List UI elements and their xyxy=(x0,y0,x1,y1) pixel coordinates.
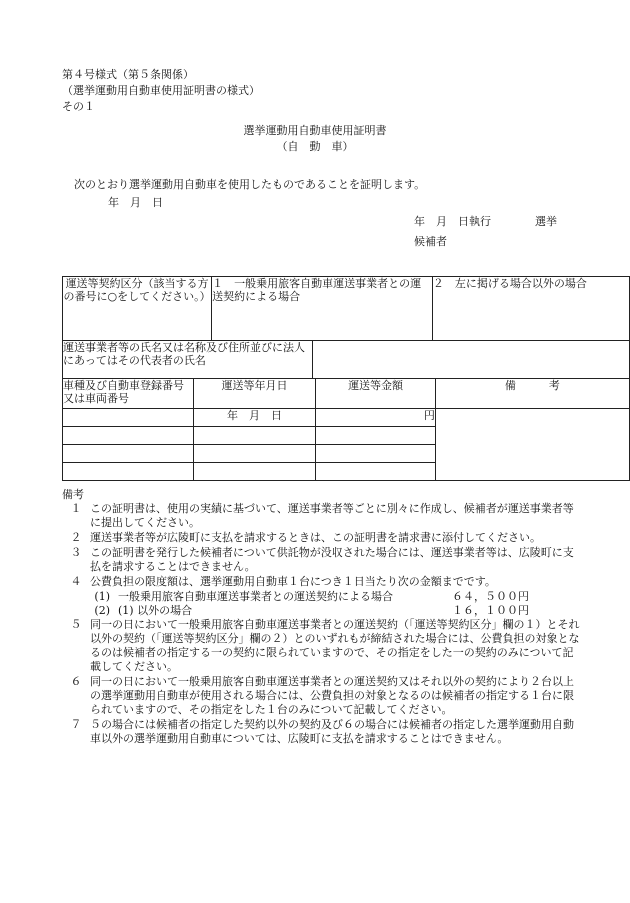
form-number: 第４号様式（第５条関係） xyxy=(62,68,194,81)
document-title: 選挙運動用自動車使用証明書 xyxy=(243,124,387,137)
note-item xyxy=(62,546,580,574)
note-text: ５の場合には候補者の指定した契約以外の契約及び６の場合には候補者の指定した選挙運動用自動車以外の選挙運動用自動車については、広陵町に支払を請求することはできません。 xyxy=(90,718,574,745)
certification-statement: 次のとおり選挙運動用自動車を使用したものであることを証明します。 xyxy=(74,178,426,191)
note-number: １ xyxy=(70,502,82,515)
remarks-cell[interactable] xyxy=(435,409,629,481)
sub-item-number: (1) xyxy=(94,590,110,603)
document-subtitle: （自 動 車） xyxy=(276,140,354,153)
vehicle-cell[interactable] xyxy=(63,427,194,445)
vehicle-cell[interactable] xyxy=(63,445,194,463)
note-text: この証明書は、使用の実績に基づいて、運送事業者等ごとに別々に作成し、候補者が運送事業者等に提出してください。 xyxy=(90,502,574,529)
vehicle-cell[interactable] xyxy=(63,463,194,481)
candidate-label: 候補者 xyxy=(414,235,447,248)
note-number: ４ xyxy=(70,575,82,588)
note-text: 同一の日において一般乗用旅客自動車運送事業者との運送契約又はそれ以外の契約により２台以上の選挙運動用自動車が使用される場合には、公費負担の対象となるのは候補者の指定する１台に限られていますので、その指定をした１台のみについて記載してください。 xyxy=(90,675,574,716)
date-cell[interactable] xyxy=(193,427,316,445)
notes-section xyxy=(62,488,580,747)
vehicle-cell[interactable] xyxy=(63,409,194,427)
note-number: ７ xyxy=(70,718,82,731)
note-text: 公費負担の限度額は、選挙運動用自動車１台につき１日当たり次の金額までです。 xyxy=(90,575,496,588)
sub-item-amount: ６４，５００円 xyxy=(452,590,529,603)
date-unit-cell[interactable]: 年 月 日 xyxy=(193,409,316,427)
note-item xyxy=(62,502,580,530)
note-item xyxy=(62,531,580,545)
contract-option-2[interactable]: ２ 左に掲げる場合以外の場合 xyxy=(432,277,629,341)
note-sub-item xyxy=(62,604,580,618)
note-item xyxy=(62,675,580,717)
note-text: 運送事業者等が広陵町に支払を請求するときは、この証明書を請求書に添付してください。 xyxy=(90,531,541,544)
col-vehicle-header: 車種及び自動車登録番号又は車両番号 xyxy=(63,379,194,409)
notes-title: 備考 xyxy=(62,488,84,501)
amount-cell[interactable] xyxy=(316,445,435,463)
issue-date: 年 月 日 xyxy=(108,196,163,209)
note-item xyxy=(62,618,580,674)
note-number: ３ xyxy=(70,546,82,559)
amount-unit-cell[interactable]: 円 xyxy=(316,409,435,427)
operator-value[interactable] xyxy=(313,341,630,379)
amount-cell[interactable] xyxy=(316,463,435,481)
sub-item-number: (2) xyxy=(94,604,110,617)
election-line: 年 月 日執行 選挙 xyxy=(414,215,557,228)
form-note: （選挙運動用自動車使用証明書の様式） xyxy=(62,84,260,97)
col-remarks-header: 備 考 xyxy=(435,379,629,409)
note-number: ２ xyxy=(70,531,82,544)
date-cell[interactable] xyxy=(193,463,316,481)
amount-cell[interactable] xyxy=(316,427,435,445)
note-number: ６ xyxy=(70,675,82,688)
sub-item-text: (1) 以外の場合 xyxy=(118,604,193,617)
note-text: この証明書を発行した候補者について供託物が没収された場合には、運送事業者等は、広陵町に支払を請求することはできません。 xyxy=(90,546,574,573)
contract-option-1[interactable]: １ 一般乗用旅客自動車運送事業者との運送契約による場合 xyxy=(212,277,433,341)
sub-item-amount: １６，１００円 xyxy=(452,604,529,617)
note-sub-item xyxy=(62,590,580,604)
note-item xyxy=(62,575,580,589)
note-text: 同一の日において一般乗用旅客自動車運送事業者との運送契約（「運送等契約区分」欄の１）とそれ以外の契約（「運送等契約区分」欄の２）とのいずれもが締結された場合には、公費負担の対象となるのは候補者の指定する一の契約に限られていますので、その指定をした一の契約のみについて記載してください。 xyxy=(90,618,580,673)
certificate-table xyxy=(62,276,630,481)
note-number: ５ xyxy=(70,618,82,631)
contract-type-label: 運送等契約区分（該当する方の番号に○をしてください。） xyxy=(63,277,212,341)
col-amount-header: 運送等金額 xyxy=(316,379,435,409)
operator-label: 運送事業者等の氏名又は名称及び住所並びに法人にあってはその代表者の氏名 xyxy=(63,341,313,379)
note-item xyxy=(62,718,580,746)
date-cell[interactable] xyxy=(193,445,316,463)
form-part: その１ xyxy=(62,100,95,113)
col-date-header: 運送等年月日 xyxy=(193,379,316,409)
sub-item-text: 一般乗用旅客自動車運送事業者との運送契約による場合 xyxy=(118,590,393,603)
